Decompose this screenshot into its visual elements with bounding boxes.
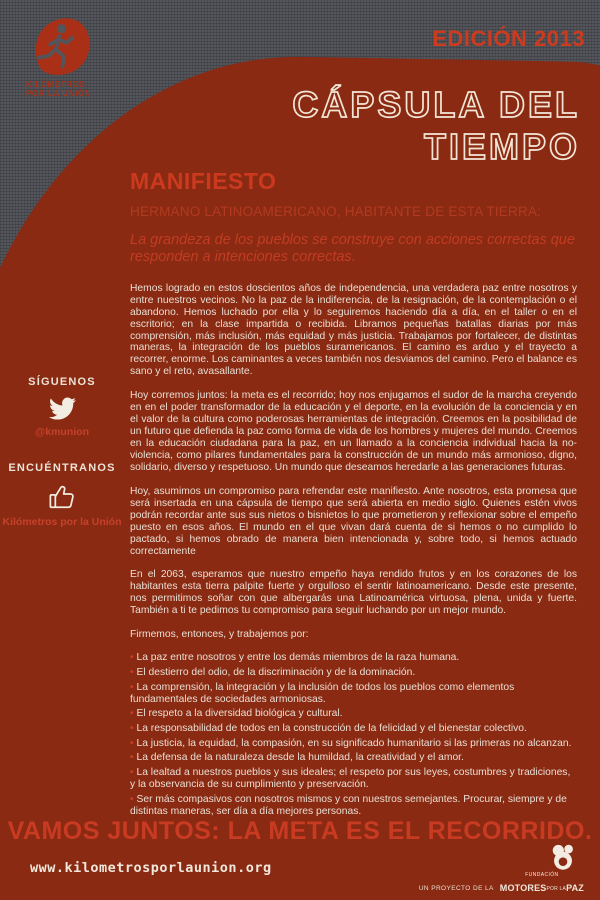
logo-caption-line2: POR LA UNIÓN bbox=[26, 89, 92, 99]
commitment-item: • El respeto a la diversidad biológica y cultural. bbox=[130, 708, 577, 720]
manifesto-paragraph: Hoy, asumimos un compromiso para refrendar este manifiesto. Ante nosotros, esta promesa que será insertada en una cápsula de tiempo que será abierta en medio siglo. Quienes estén vivos podrán recordar ante sus sus nietos o bisnietos lo que prometieron y reflexionar sobre el empeño puesto en esos años. El mundo en el que vivan dará cuenta de si hemos o no cumplido lo pactado, si hemos obrado de manera bien intencionada y, sobre todo, si hemos actuado correctamente bbox=[130, 485, 577, 557]
commitment-item: • El destierro del odio, de la discriminación y de la dominación. bbox=[130, 667, 577, 679]
twitter-icon[interactable] bbox=[49, 397, 76, 420]
project-credit bbox=[419, 843, 584, 896]
page-title-line2: TIEMPO bbox=[423, 126, 580, 168]
foundation-top-label: FUNDACIÓN bbox=[525, 872, 559, 878]
commitment-item: • La responsabilidad de todos en la construcción de la felicidad y el bienestar colectivo. bbox=[130, 723, 577, 735]
foundation-logo-icon bbox=[548, 843, 578, 871]
follow-us-label: SÍGUENOS bbox=[28, 376, 96, 388]
facebook-page-name[interactable]: Kilómetros por la Unión bbox=[2, 516, 122, 528]
km-union-logo bbox=[26, 14, 118, 98]
foundation-name-por-la: POR LA bbox=[546, 886, 567, 892]
edition-label: EDICIÓN 2013 bbox=[432, 26, 585, 51]
commitment-item: • Ser más compasivos con nosotros mismos y con nuestros semejantes. Procurar, siempre y de distintas maneras, ser día a día mejores personas. bbox=[130, 794, 577, 818]
website-url[interactable]: www.kilometrosporlaunion.org bbox=[30, 860, 272, 876]
slogan: VAMOS JUNTOS: LA META ES EL RECORRIDO. bbox=[7, 817, 593, 845]
runner-logo-icon bbox=[26, 14, 94, 78]
page-title-line1: CÁPSULA DEL bbox=[292, 84, 580, 125]
manifesto-paragraph: Hemos logrado en estos doscientos años de independencia, una verdadera paz entre nosotros y entre nuestros vecinos. No la paz de la indiferencia, de la resignación, de la contemplación o el abandono. Hemos luchado por ella y lo seguiremos haciendo día a día, en el taller o en el escritorio; en la clase impartida o recibida. Libramos pequeñas batallas diarias por más comprensión, más inclusión, más equidad y más justicia. Trabajamos por fortalecer, de distintas maneras, la integración de los pueblos suramericanos. El camino es arduo y el trayecto a recorrer, enorme. Los caminantes a veces también nos desviamos del camino. Pero el balance es sano y el reto, avasallante. bbox=[130, 282, 577, 378]
manifesto-content bbox=[130, 168, 577, 820]
project-credit-label: UN PROYECTO DE LA bbox=[418, 885, 494, 892]
commitments-list bbox=[130, 652, 577, 818]
commitments-intro: Firmemos, entonces, y trabajemos por: bbox=[130, 629, 309, 641]
thumbs-up-icon[interactable] bbox=[48, 483, 76, 510]
manifesto-salutation: HERMANO LATINOAMERICANO, HABITANTE DE ESTA TIERRA: bbox=[130, 204, 542, 219]
foundation-name-paz: PAZ bbox=[566, 883, 584, 893]
commitment-item: • La defensa de la naturaleza desde la humildad, la creatividad y el amor. bbox=[130, 752, 577, 764]
commitment-item: • La justicia, la equidad, la compasión, en su significado humanitario si las primeras no alcanzan. bbox=[130, 738, 577, 750]
foundation-brand bbox=[500, 843, 584, 896]
commitment-item: • La comprensión, la integración y la inclusión de todos los pueblos como elementos fundamentales de sociedades armoniosas. bbox=[130, 682, 577, 706]
manifesto-paragraph: En el 2063, esperamos que nuestro empeño haya rendido frutos y en los corazones de los habitantes esta tierra palpite fuerte y orgulloso el sentir latinoamericano. Desde este presente, nos permitimos soñar con que albergarás una Latinoamérica virtuosa, plena, unida y fuerte. También a ti te pedimos tu compromiso para seguir luchando por un mejor mundo. bbox=[130, 569, 577, 617]
manifesto-paragraph: Hoy corremos juntos: la meta es el recorrido; hoy nos enjugamos el sudor de la marcha creyendo en en el poder transformador de la educación y el deporte, en la evolución de la conciencia y en el valor de la cultura como poderosas herramientas de integración. Creemos en la posibilidad de un futuro que defienda la paz como forma de vida de los hombres y mujeres del mundo. Creemos en la educación ciudadana para la paz, en un llamado a la conciencia individual hacia la no-violencia, como pilares fundamentales para la construcción de un mundo más armonioso, digno, solidario, diverso y respetuoso. Un mundo que deseamos heredarle a las generaciones futuras. bbox=[130, 390, 577, 473]
social-sidebar bbox=[0, 376, 124, 528]
twitter-handle[interactable]: @kmunion bbox=[35, 426, 89, 438]
manifesto-title: MANIFIESTO bbox=[130, 168, 277, 194]
foundation-name-motores: MOTORES bbox=[499, 883, 547, 893]
page-title bbox=[292, 84, 580, 169]
sidebar-spacer bbox=[0, 438, 124, 462]
logo-caption bbox=[26, 80, 118, 98]
logo-caption-line1: KILÓMETROS bbox=[26, 80, 86, 89]
manifesto-paragraphs bbox=[130, 283, 577, 617]
find-us-label: ENCUÉNTRANOS bbox=[8, 462, 116, 474]
commitment-item: • La paz entre nosotros y entre los demás miembros de la raza humana. bbox=[130, 652, 577, 664]
manifesto-quote: La grandeza de los pueblos se construye con acciones correctas que responden a intenciones correctas. bbox=[130, 232, 575, 266]
foundation-name bbox=[500, 872, 584, 896]
commitment-item: • La lealtad a nuestros pueblos y sus ideales; el respeto por sus leyes, costumbres y tradiciones, y la observancia de su cumplimiento y preservación. bbox=[130, 767, 577, 791]
